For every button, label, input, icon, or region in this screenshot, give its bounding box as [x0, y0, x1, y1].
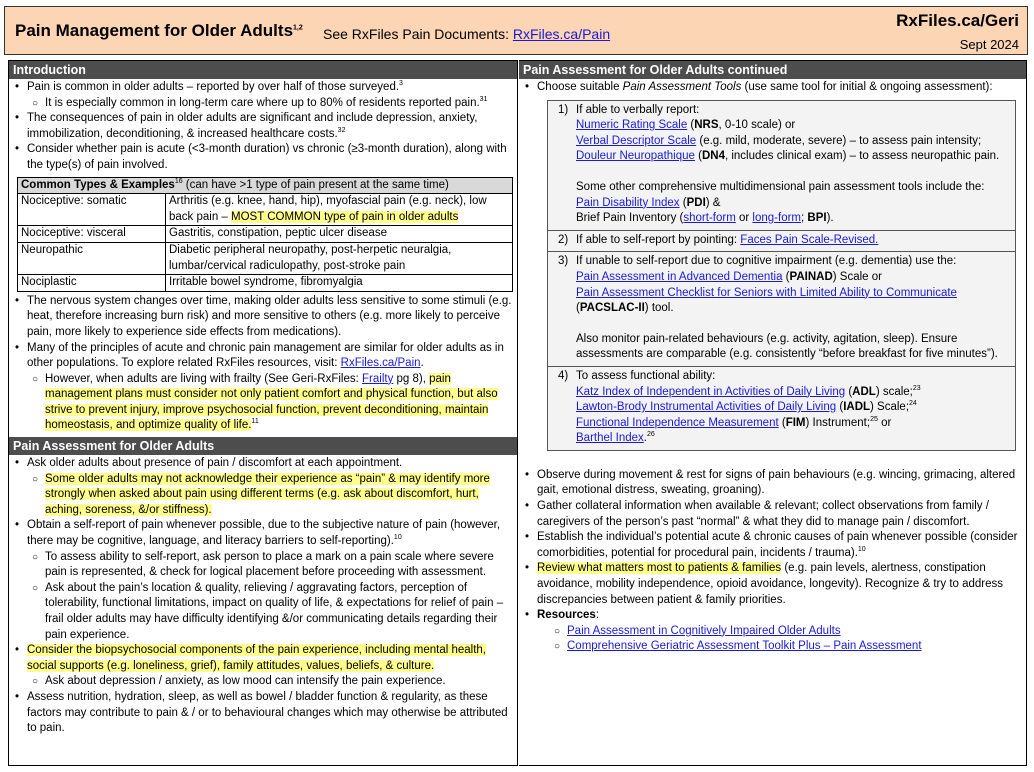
table-header: Common Types & Examples$^{16}$ (can have >1 type of pain present at the same time)	[18, 177, 513, 194]
tool-line: Pain Disability Index (PDI) &	[576, 196, 721, 209]
tools-intro-list	[519, 80, 1026, 96]
row-number: 4)	[558, 369, 569, 382]
list-item: ○ Some older adults may not acknowledge their experience as “pain” & may identify more strongly when asked about pain using different terms (e.g. ask about discomfort, hurt, aching, soreness, &/or stiffness).	[45, 472, 517, 519]
table-row	[18, 275, 513, 292]
sub-list	[27, 372, 517, 434]
list-item: • Consider the biopsychosocial components of the pain experience, including mental health, social supports (e.g. loneliness, grief), family attitudes, values, beliefs, & culture. ○ Ask about depression / anxiety, as low mood can intensify the pain experience.	[27, 643, 517, 690]
tool-line: Brief Pain Inventory (short-form or long-form; BPI).	[576, 212, 834, 225]
tool-line: (PACSLAC-II) tool.	[576, 302, 674, 315]
list-item	[567, 639, 1026, 655]
tool-row-pointing	[548, 231, 1015, 253]
list-item: • The nervous system changes over time, making older adults less sensitive to some stimuli (e.g. heat, therefore increasing burn risk) and more sensitive to others (e.g. more likely to perceive pain, more likely to experience side effects from medications).	[27, 294, 517, 341]
pain-example-cell: Irritable bowel syndrome, fibromyalgia	[166, 275, 513, 292]
pain-example-cell: Arthritis (e.g. knee, hand, hip), myofascial pain (e.g. neck), low back pain – MOST COMMON type of pain in older adults	[166, 194, 513, 226]
row-number: 1)	[558, 103, 569, 116]
table-row	[18, 242, 513, 274]
list-item	[567, 624, 1026, 640]
dn4-link[interactable]: Douleur Neuropathique	[576, 150, 695, 163]
row-lead: If unable to self-report due to cognitive impairment (e.g. dementia) use the:	[576, 255, 957, 268]
faces-pain-scale-link[interactable]: Faces Pain Scale-Revised.	[740, 233, 879, 246]
list-item: ○ Ask about the pain’s location & quality, relieving / aggravating factors, perception of tolerability, functional limitations, impact on quality of life, & expectations for relief of pain – frail older adults may have difficulty identifying &/or communicating details regarding their pain experience.	[45, 581, 517, 643]
list-item: • Consider whether pain is acute (<3-month duration) vs chronic (≥3-month duration), along with the type(s) of pain involved.	[27, 142, 517, 173]
list-item: • Establish the individual’s potential acute & chronic causes of pain whenever possible (consider comorbidities, potential for procedural pain, incidents / trauma).$^{10}$	[537, 530, 1026, 561]
rxfiles-pain-link[interactable]: RxFiles.ca/Pain	[340, 357, 421, 370]
resource-link-cognitively-impaired[interactable]: Pain Assessment in Cognitively Impaired Older Adults	[567, 624, 841, 637]
row-lead: To assess functional ability:	[576, 369, 716, 382]
row-number: 3)	[558, 255, 569, 268]
sub-list	[27, 96, 517, 112]
list-item: ○ However, when adults are living with frailty (See Geri-RxFiles: Frailty pg 8), pain management plans must consider not only patient comfort and physical function, but also strive to prevent injury, improve psychosocial function, prevent deconditioning, maintain homeostasis, and optimize quality of life.$^{11}$	[45, 372, 517, 434]
sub-list	[27, 674, 517, 690]
pain-example-cell: Gastritis, constipation, peptic ulcer disease	[166, 226, 513, 243]
list-item: ○ It is especially common in long-term care where up to 80% of residents reported pain.$^{31}$	[45, 96, 517, 112]
frailty-link[interactable]: Frailty	[362, 372, 394, 385]
sub-list	[27, 472, 517, 519]
pain-example-cell: Diabetic peripheral neuropathy, post-herpetic neuralgia, lumbar/cervical radiculopathy, post-stroke pain	[166, 242, 513, 274]
list-item: • Review what matters most to patients & families (e.g. pain levels, alertness, constipation avoidance, mobility independence, opioid avoidance, longevity). Recognize & try to address discrepancies between patient & family priorities.	[537, 561, 1026, 608]
tool-line: Lawton-Brody Instrumental Activities of Daily Living (IADL) Scale;$^{24}$	[576, 400, 917, 414]
section-heading-pain-assessment: Pain Assessment for Older Adults	[9, 437, 517, 455]
page-header	[4, 6, 1028, 55]
section-heading-pain-assessment-continued: Pain Assessment for Older Adults continued	[519, 61, 1026, 79]
tool-line: Douleur Neuropathique (DN4, includes clinical exam) – to assess neuropathic pain.	[576, 150, 1000, 163]
sub-list	[27, 550, 517, 644]
intro-list-2	[9, 294, 517, 434]
tool-row-cognitive-impairment	[548, 252, 1015, 367]
pain-types-table	[17, 177, 513, 292]
list-item: • Gather collateral information when available & relevant; collect observations from family / caregivers of the person’s past “normal” & what they did to manage pain / discomfort.	[537, 499, 1026, 530]
list-item: • Pain is common in older adults – reported by over half of those surveyed.$^3$ ○ It is especially common in long-term care where up to 80% of residents reported pain.$^{31}$	[27, 80, 517, 111]
tool-line: Verbal Descriptor Scale (e.g. mild, moderate, severe) – to assess pain intensity;	[576, 134, 982, 147]
tool-text: If able to self-report by pointing: Faces Pain Scale-Revised.	[576, 233, 879, 246]
list-item: ○ Ask about depression / anxiety, as low mood can intensify the pain experience.	[45, 674, 517, 690]
pain-type-cell: Nociplastic	[18, 275, 166, 292]
resources-list	[537, 624, 1026, 655]
page-title: Pain Management for Older Adults$^{1,2}$	[15, 21, 303, 40]
tool-row-verbal	[548, 101, 1015, 231]
pdi-link[interactable]: Pain Disability Index	[576, 196, 680, 209]
tool-line: Pain Assessment in Advanced Dementia (PAINAD) Scale or	[576, 270, 882, 283]
assessment-tools-box	[547, 100, 1016, 451]
list-item: • Many of the principles of acute and chronic pain management are similar for older adults as in other populations. To explore related RxFiles resources, visit: RxFiles.ca/Pain. ○ However, when adults are living with frailty (See Geri-RxFiles: Frailty pg 8), pain management plans must consider not only patient comfort and physical function, but also strive to prevent injury, improve psychosocial function, prevent deconditioning, maintain homeostasis, and optimize quality of life.$^{11}$	[27, 341, 517, 435]
pacslac-link[interactable]: Pain Assessment Checklist for Seniors with Limited Ability to Communicate	[576, 286, 957, 299]
tool-line: Functional Independence Measurement (FIM) Instrument;$^{25}$ or	[576, 415, 892, 429]
list-item: • The consequences of pain in older adults are significant and include depression, anxiety, immobilization, deconditioning, & increased healthcare costs.$^{32}$	[27, 111, 517, 142]
painad-link[interactable]: Pain Assessment in Advanced Dementia	[576, 270, 783, 283]
tool-paragraph: Some other comprehensive multidimensional pain assessment tools include the:	[576, 180, 985, 193]
publish-date: Sept 2024	[959, 37, 1019, 52]
nrs-link[interactable]: Numeric Rating Scale	[576, 119, 688, 132]
tool-text	[576, 103, 1011, 227]
list-item: • Choose suitable Pain Assessment Tools (use same tool for initial & ongoing assessment):	[537, 80, 1026, 96]
section-heading-introduction: Introduction	[9, 61, 517, 79]
tool-text	[576, 369, 1011, 447]
table-row	[18, 226, 513, 243]
bpi-short-form-link[interactable]: short-form	[683, 212, 736, 225]
fim-link[interactable]: Functional Independence Measurement	[576, 416, 779, 429]
tool-row-functional-ability	[548, 367, 1015, 450]
tool-text	[576, 254, 1011, 363]
pain-type-cell: Neuropathic	[18, 242, 166, 274]
list-item: • Obtain a self-report of pain whenever possible, due to the subjective nature of pain (however, there may be cognitive, language, and literacy barriers to self-reporting).$^{10}$ ○ To assess ability to self-report, ask person to place a mark on a pain scale where severe pain is represented, & check for logical placement before proceeding with assessment. ○ Ask about the pain’s location & quality, relieving / aggravating factors, perception of tolerability, functional limitations, impact on quality of life, & expectations for relief of pain – frail older adults may have difficulty identifying &/or communicating details regarding their pain experience.	[27, 518, 517, 643]
list-item: ○ To assess ability to self-report, ask person to place a mark on a pain scale where severe pain is represented, & check for logical placement before proceeding with assessment.	[45, 550, 517, 581]
tool-line	[576, 286, 1011, 302]
vds-link[interactable]: Verbal Descriptor Scale	[576, 134, 697, 147]
barthel-index-link[interactable]: Barthel Index	[576, 432, 644, 445]
see-pain-documents: See RxFiles Pain Documents: RxFiles.ca/Pain	[323, 26, 611, 42]
list-item: • Observe during movement & rest for signs of pain behaviours (e.g. wincing, grimacing, altered gait, emotional distress, sweating, groaning).	[537, 468, 1026, 499]
row-number: 2)	[558, 233, 569, 246]
table-header-row	[18, 177, 513, 194]
pain-type-cell: Nociceptive: somatic	[18, 194, 166, 226]
list-item: • Assess nutrition, hydration, sleep, as well as bowel / bladder function & regularity, as these factors may contribute to pain & / or to behavioural changes which may otherwise be attributed to pain.	[27, 690, 517, 737]
row-lead: If able to verbally report:	[576, 103, 700, 116]
pain-type-cell: Nociceptive: visceral	[18, 226, 166, 243]
rxfiles-pain-link[interactable]: RxFiles.ca/Pain	[512, 26, 611, 42]
katz-adl-link[interactable]: Katz Index of Independent in Activities of Daily Living	[576, 385, 846, 398]
tool-line: Numeric Rating Scale (NRS, 0-10 scale) or	[576, 119, 796, 132]
tool-paragraph: Also monitor pain-related behaviours (e.g. activity, agitation, sleep). Ensure assessments are comparable (e.g. consistently “before breakfast for five minutes”).	[576, 332, 998, 361]
lawton-brody-iadl-link[interactable]: Lawton-Brody Instrumental Activities of Daily Living	[576, 401, 837, 414]
bpi-long-form-link[interactable]: long-form	[752, 212, 801, 225]
tool-line: Barthel Index.$^{26}$	[576, 431, 655, 445]
list-item: • Resources: ○ Pain Assessment in Cognitively Impaired Older Adults ○ Comprehensive Geriatric Assessment Toolkit Plus – Pain Assessment	[537, 608, 1026, 655]
resource-link-cga-toolkit[interactable]: Comprehensive Geriatric Assessment Toolkit Plus – Pain Assessment	[567, 640, 922, 653]
tool-line: Katz Index of Independent in Activities of Daily Living (ADL) scale;$^{23}$	[576, 384, 921, 398]
table-row	[18, 194, 513, 226]
intro-list	[9, 80, 517, 174]
right-column	[519, 60, 1027, 766]
observation-list	[519, 468, 1026, 655]
brand-link[interactable]: RxFiles.ca/Geri	[896, 11, 1019, 30]
list-item: • Ask older adults about presence of pain / discomfort at each appointment. ○ Some older adults may not acknowledge their experience as “pain” & may identify more strongly when asked about pain using different terms (e.g. ask about discomfort, hurt, aching, soreness, &/or stiffness).	[27, 456, 517, 518]
left-column	[8, 60, 518, 766]
assessment-list	[9, 456, 517, 737]
